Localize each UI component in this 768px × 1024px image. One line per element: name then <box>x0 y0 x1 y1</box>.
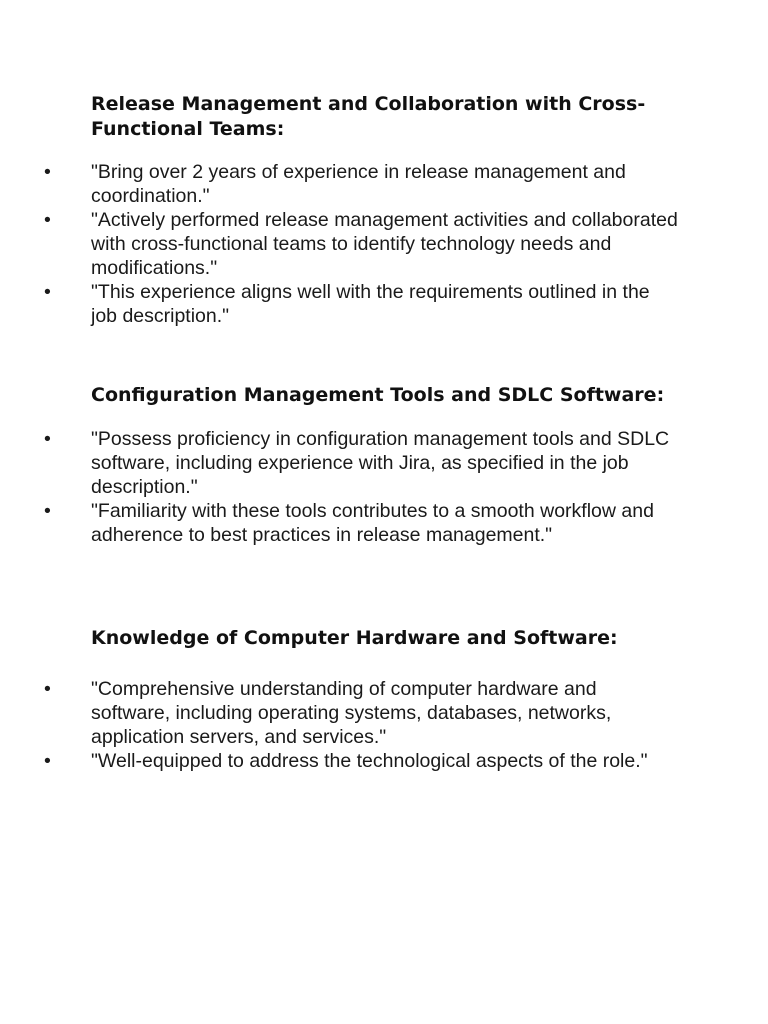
bullet-item <box>0 280 681 328</box>
bullet-icon: • <box>44 749 51 772</box>
bullet-icon: • <box>44 427 51 450</box>
bullet-item <box>0 208 681 280</box>
bullet-icon: • <box>44 677 51 700</box>
bullet-item <box>0 749 681 773</box>
section-release-management <box>0 92 768 328</box>
bullet-text: "Comprehensive understanding of computer hardware and software, including operating systems, databases, networks, application servers, and services." <box>91 677 612 748</box>
bullet-item <box>0 160 681 208</box>
bullet-icon: • <box>44 161 51 183</box>
bullet-text: "This experience aligns well with the requirements outlined in the job description." <box>91 281 650 327</box>
section-heading: Knowledge of Computer Hardware and Software: <box>91 627 618 649</box>
bullet-item <box>0 427 681 499</box>
bullet-text: "Bring over 2 years of experience in release management and coordination." <box>91 161 626 207</box>
section-hardware-software-knowledge <box>0 626 768 773</box>
section-heading: Release Management and Collaboration with Cross-Functional Teams: <box>91 93 646 140</box>
bullet-text: "Well-equipped to address the technological aspects of the role." <box>91 749 648 772</box>
section-configuration-management <box>0 383 768 547</box>
bullet-item <box>0 677 681 749</box>
bullet-list <box>0 160 768 328</box>
bullet-item <box>0 499 681 547</box>
bullet-list <box>0 677 768 773</box>
section-heading: Configuration Management Tools and SDLC Software: <box>91 384 665 406</box>
bullet-icon: • <box>44 281 51 303</box>
bullet-icon: • <box>44 499 51 522</box>
bullet-list <box>0 427 768 547</box>
bullet-icon: • <box>44 209 51 231</box>
bullet-text: "Actively performed release management activities and collaborated with cross-functional teams to identify technology needs and modifications." <box>91 209 678 279</box>
bullet-text: "Possess proficiency in configuration management tools and SDLC software, including experience with Jira, as specified in the job description." <box>91 427 670 498</box>
bullet-text: "Familiarity with these tools contributes to a smooth workflow and adherence to best practices in release management." <box>91 499 654 546</box>
